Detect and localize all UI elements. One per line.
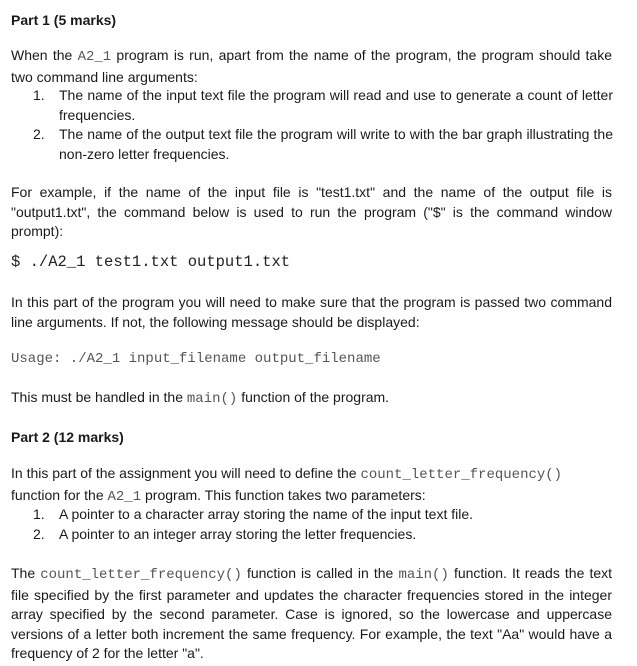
list-item: 2. The name of the output text file the program will write to with the bar graph illustrating the non-zero letter frequencies. xyxy=(33,126,613,162)
part1-check: In this part of the program you will need to make sure that the program is passed two command line arguments. If not, the following message should be displayed: xyxy=(11,294,612,330)
part1-main-note: This must be handled in the main() function of the program. xyxy=(11,389,390,407)
list-item: 1. The name of the input text file the program will read and use to generate a count of letter frequencies. xyxy=(33,87,613,123)
list-item: 2. A pointer to an integer array storing the letter frequencies. xyxy=(33,525,417,542)
part1-argument-list xyxy=(33,86,613,164)
part1-example: For example, if the name of the input file is "test1.txt" and the name of the output file is "output1.txt", the command below is used to run the program ("$" is the command window prompt): xyxy=(11,184,612,240)
program-name-code: A2_1 xyxy=(107,488,142,505)
program-name-code: A2_1 xyxy=(77,49,112,65)
part2-intro: In this part of the assignment you will need to define the count_letter_frequency() function for the A2_1 program. This function takes two parameters: xyxy=(11,465,563,505)
function-name-code: count_letter_frequency() xyxy=(360,467,563,483)
main-function-code: main() xyxy=(186,391,238,407)
part1-heading: Part 1 (5 marks) xyxy=(11,12,117,28)
usage-message: Usage: ./A2_1 input_filename output_filename xyxy=(11,351,381,367)
function-name-code: count_letter_frequency() xyxy=(40,567,242,583)
part2-parameter-list xyxy=(33,505,613,544)
list-item: 1. A pointer to a character array storing the name of the input text file. xyxy=(33,506,474,522)
part2-description: The count_letter_frequency() function is called in the main() function. It reads the text file specified by the first parameter and updates the character frequencies stored in the integer array specified by the second parameter. Case is ignored, so the lowercase and uppercase versions of a letter both increment the same frequency. For example, the text "Aa" would have a frequency of 2 for the letter "a". xyxy=(11,565,613,662)
main-function-code: main() xyxy=(398,567,449,583)
part2-heading: Part 2 (12 marks) xyxy=(11,429,124,445)
part1-intro: When the A2_1 program is run, apart from the name of the program, the program should take two command line arguments: xyxy=(11,47,612,85)
example-command: $ ./A2_1 test1.txt output1.txt xyxy=(11,253,291,271)
